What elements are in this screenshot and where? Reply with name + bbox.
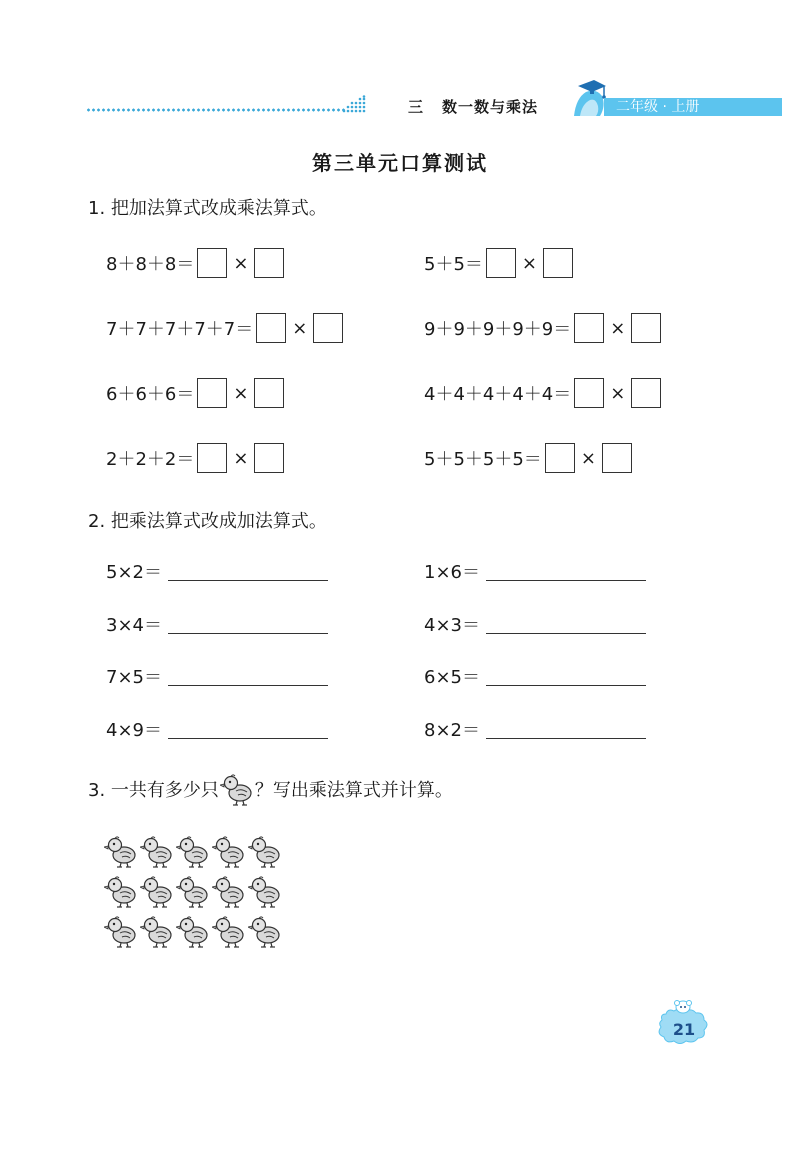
answer-line[interactable]: [486, 685, 646, 686]
section1-item: [106, 442, 284, 474]
times-symbol: ×: [610, 382, 626, 404]
answer-box[interactable]: [602, 443, 632, 473]
times-symbol: ×: [580, 447, 596, 469]
item-expression: 2＋2＋2＝: [106, 449, 195, 470]
times-symbol: ×: [233, 447, 249, 469]
item-expression: 4×3＝: [424, 615, 480, 636]
times-symbol: ×: [610, 317, 626, 339]
duck-icon: [104, 837, 135, 867]
section2-item: [106, 558, 328, 584]
section3-heading: [88, 772, 453, 806]
answer-box[interactable]: [543, 248, 573, 278]
answer-line[interactable]: [486, 580, 646, 581]
item-expression: 8×2＝: [424, 720, 480, 741]
item-expression: 6＋6＋6＝: [106, 384, 195, 405]
section1-item: [424, 312, 661, 344]
section3-heading-after: ？写出乘法算式并计算。: [254, 780, 453, 801]
section2-item: [424, 663, 646, 689]
section2-item: [106, 716, 328, 742]
answer-line[interactable]: [168, 685, 328, 686]
item-expression: 6×5＝: [424, 667, 480, 688]
answer-box[interactable]: [631, 313, 661, 343]
duck-icon: [140, 837, 171, 867]
answer-line[interactable]: [168, 580, 328, 581]
times-symbol: ×: [292, 317, 308, 339]
section2-item: [106, 611, 328, 637]
duck-icon: [104, 877, 135, 907]
section1-item: [424, 442, 632, 474]
ducks-grid: [104, 834, 288, 958]
times-symbol: ×: [521, 252, 537, 274]
section3-heading-before: 3. 一共有多少只: [88, 780, 219, 801]
answer-box[interactable]: [254, 248, 284, 278]
duck-icon: [176, 877, 207, 907]
answer-box[interactable]: [313, 313, 343, 343]
section2-item: [424, 558, 646, 584]
section1-item: [106, 247, 284, 279]
answer-box[interactable]: [197, 378, 227, 408]
section2-item: [424, 611, 646, 637]
times-symbol: ×: [233, 382, 249, 404]
duck-icon: [248, 877, 279, 907]
duck-icon: [212, 837, 243, 867]
times-symbol: ×: [233, 252, 249, 274]
section1-item: [106, 312, 343, 344]
duck-icon: [220, 772, 254, 806]
answer-box[interactable]: [574, 378, 604, 408]
answer-line[interactable]: [168, 738, 328, 739]
page-number: 21: [672, 1020, 696, 1039]
item-expression: 9＋9＋9＋9＋9＝: [424, 319, 572, 340]
chapter-heading: [408, 96, 538, 117]
section2-item: [424, 716, 646, 742]
grade-label: 二年级 · 上册: [616, 99, 700, 115]
duck-icon: [176, 917, 207, 947]
duck-icon: [104, 917, 135, 947]
answer-box[interactable]: [254, 443, 284, 473]
answer-box[interactable]: [486, 248, 516, 278]
item-expression: 5×2＝: [106, 562, 162, 583]
duck-icon: [176, 837, 207, 867]
item-expression: 7×5＝: [106, 667, 162, 688]
duck-icon: [248, 917, 279, 947]
duck-icon: [212, 877, 243, 907]
chapter-number: 三: [408, 98, 425, 116]
duck-icon: [140, 877, 171, 907]
item-expression: 5＋5＋5＋5＝: [424, 449, 542, 470]
answer-box[interactable]: [254, 378, 284, 408]
answer-line[interactable]: [486, 633, 646, 634]
duck-icon: [212, 917, 243, 947]
page-title: 第三单元口算测试: [312, 151, 488, 175]
answer-box[interactable]: [197, 443, 227, 473]
grade-band: [604, 98, 782, 116]
header-dotted-rule: [86, 108, 346, 112]
header-bars-ornament: [342, 95, 366, 113]
item-expression: 3×4＝: [106, 615, 162, 636]
section2-item: [106, 663, 328, 689]
section1-item: [424, 377, 661, 409]
answer-box[interactable]: [197, 248, 227, 278]
section2-heading: 2. 把乘法算式改成加法算式。: [88, 511, 327, 532]
answer-box[interactable]: [545, 443, 575, 473]
answer-box[interactable]: [631, 378, 661, 408]
item-expression: 7＋7＋7＋7＋7＝: [106, 319, 254, 340]
ducks-group: [104, 834, 288, 958]
section1-item: [424, 247, 573, 279]
answer-box[interactable]: [574, 313, 604, 343]
answer-line[interactable]: [168, 633, 328, 634]
duck-icon: [140, 917, 171, 947]
answer-line[interactable]: [486, 738, 646, 739]
chapter-title: 数一数与乘法: [442, 98, 539, 116]
answer-box[interactable]: [256, 313, 286, 343]
item-expression: 1×6＝: [424, 562, 480, 583]
section1-item: [106, 377, 284, 409]
item-expression: 8＋8＋8＝: [106, 254, 195, 275]
duck-icon: [248, 837, 279, 867]
section1-heading: 1. 把加法算式改成乘法算式。: [88, 198, 327, 219]
item-expression: 4＋4＋4＋4＋4＝: [424, 384, 572, 405]
item-expression: 5＋5＝: [424, 254, 483, 275]
item-expression: 4×9＝: [106, 720, 162, 741]
